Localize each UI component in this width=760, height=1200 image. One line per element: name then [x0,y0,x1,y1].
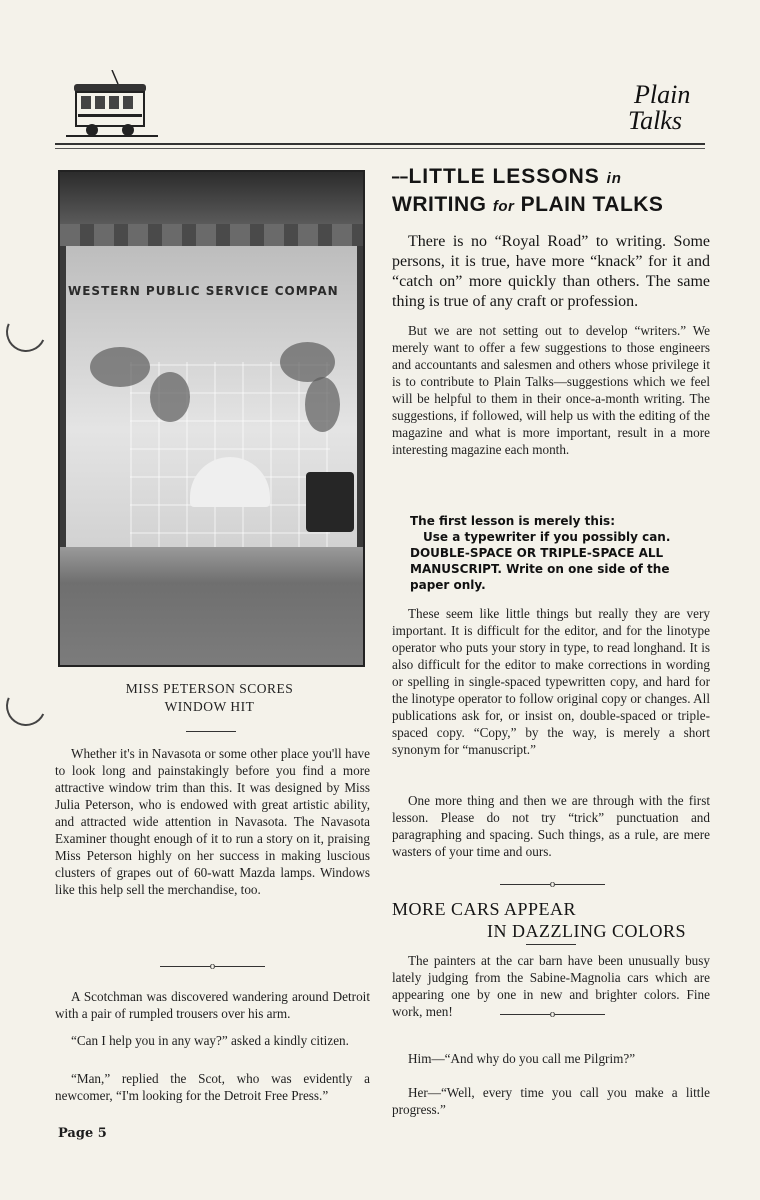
header-rule [55,143,705,149]
caption-line-1: MISS PETERSON SCORES [125,681,294,696]
plain-talks-logo [628,82,708,140]
pilgrim-joke-line-1: Him—“And why do you call me Pilgrim?” [408,1051,636,1066]
window-display-photo [58,170,365,667]
photo-sign-text: WESTERN PUBLIC SERVICE COMPAN [68,284,339,298]
subhead-rule [526,944,576,945]
caption-line-2: WINDOW HIT [164,699,255,714]
binder-hole-upper [0,306,51,357]
page-number: Page 5 [58,1126,107,1141]
lessons-paragraph-4: One more thing and then we are through with the first lesson. Please do not try “trick” punctuation and paragraphing and spacing. Such things, as a rule, are mere wasters of your time and ours. [392,793,710,859]
binder-hole-lower [0,680,51,731]
joke-paragraph-3: “Man,” replied the Scot, who was evidently a newcomer, “I'm looking for the Detroit Free Press.” [55,1071,370,1103]
trolley-car-icon [66,70,158,140]
caption-rule [186,731,236,732]
first-lesson-heading: The first lesson is merely this: [410,514,615,528]
first-lesson-instructions: Use a typewriter if you possibly can. DOUBLE-SPACE OR TRIPLE-SPACE ALL MANUSCRIPT. Write on one side of the paper only. [410,530,671,592]
section-divider-right-2: o [490,1008,615,1020]
title-for: for [492,198,515,215]
section-divider-right: o [490,878,615,890]
first-lesson-block [410,513,710,593]
lessons-title: ━━LITTLE LESSONS in WRITING for PLAIN TALKS [392,165,664,216]
pilgrim-joke-line-2: Her—“Well, every time you call you make a little progress.” [392,1085,710,1117]
joke-paragraph-2: “Can I help you in any way?” asked a kindly citizen. [71,1033,349,1048]
photo-caption [58,680,361,716]
lessons-paragraph-2: But we are not setting out to develop “writers.” We merely want to offer a few suggestions to those engineers and accountants and salesmen and others whose privilege it is to contribute to Plain Talks—suggestions which we feel will be helpful to them in their once-a-month writing. The suggestions, if followed, will help us with the editing of the magazine and what is more important, result in a more interesting magazine each month. [392,323,710,457]
lead-paragraph: There is no “Royal Road” to writing. Some persons, it is true, have more “knack” for it and “catch on” more quickly than others. The same thing is true of any craft or profession. [392,233,710,310]
joke-paragraph-1: A Scotchman was discovered wandering around Detroit with a pair of rumpled trousers over his arm. [55,989,370,1021]
logo-line-talks: Talks [628,106,682,135]
cars-subhead [392,898,712,942]
subhead-line-2: IN DAZZLING COLORS [487,921,686,941]
title-part-1: LITTLE LESSONS [408,165,600,188]
window-article-paragraph: Whether it's in Navasota or some other place you'll have to look long and painstakingly before you find a more attractive window trim than this. It was designed by Miss Julia Peterson, who is endowed with great artistic ability, and attracted wide attention in Navasota. The Navasota Examiner thought enough of it to run a story on it, praising Miss Peterson highly on her success in making luscious clusters of grapes out of 60-watt Mazda lamps. Windows like this help sell the merchandise, too. [55,746,370,897]
title-in: in [606,170,622,187]
lessons-paragraph-3: These seem like little things but really they are very important. It is difficult for the editor, and for the linotype operator who puts your story in type, to read longhand. It is also difficult for the editor to make corrections in wording or spelling in single-spaced typewritten copy, and hard for the linotype operator to follow original copy or changes. All publications ask for, or insist on, double-spaced or triple-spaced copy. “Copy,” by the way, is merely a short synonym for “manuscript.” [392,606,710,757]
logo-line-plain: Plain [634,80,691,109]
title-part-3: PLAIN TALKS [520,193,664,216]
subhead-line-1: MORE CARS APPEAR [392,899,577,919]
title-part-2: WRITING [392,193,487,216]
cars-paragraph: The painters at the car barn have been unusually busy lately judging from the Sabine-Magnolia cars which are appearing one by one in new and brighter colors. Fine work, men! [392,953,710,1019]
section-divider-left: o [150,960,275,972]
